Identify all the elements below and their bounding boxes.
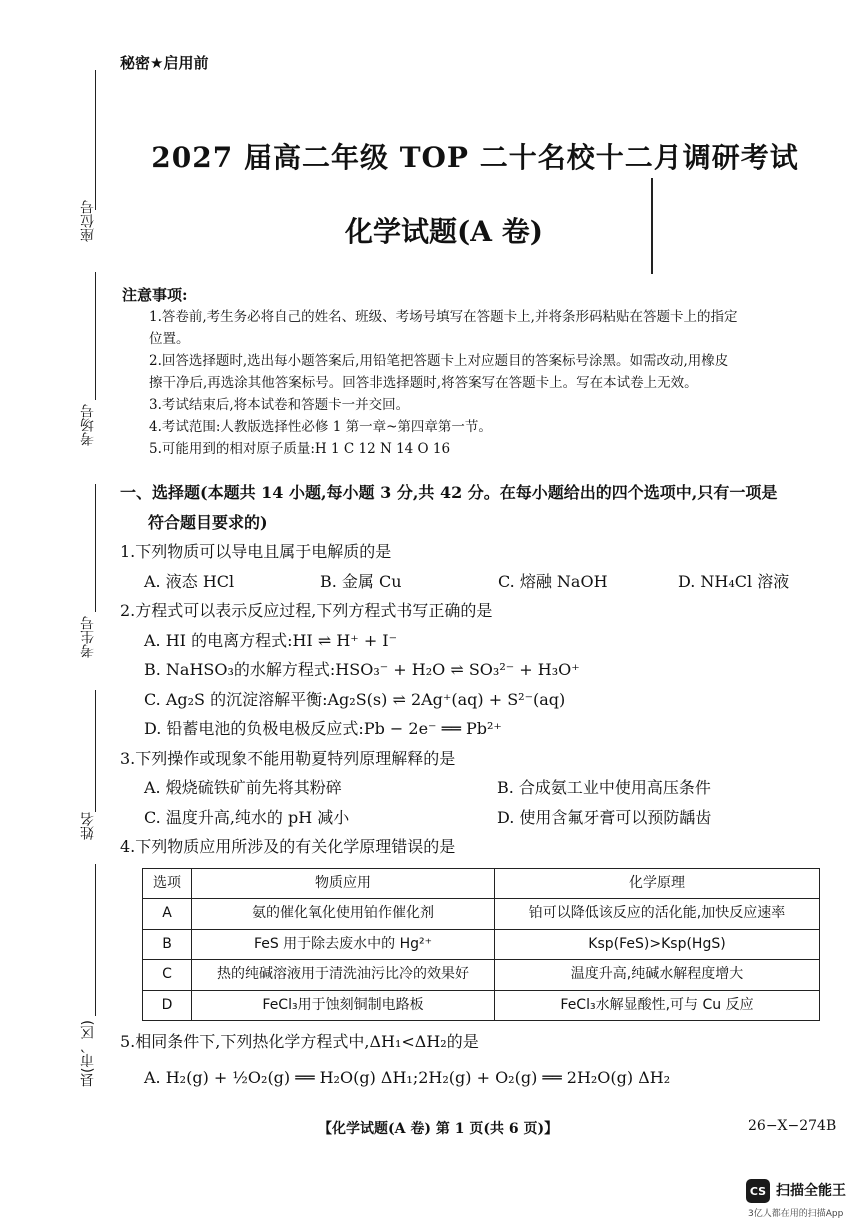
page-number: 【化学试题(A 卷) 第 1 页(共 6 页)】 <box>318 1121 559 1137</box>
exam-room-label: 考场号 <box>80 404 96 446</box>
watermark-subtext: 3亿人都在用的扫描App <box>748 1209 844 1219</box>
title-divider <box>651 178 653 274</box>
note-item: 3.考试结束后,将本试卷和答题卡一并交回。 <box>149 397 410 413</box>
binding-line-5 <box>95 864 96 1016</box>
question-4-stem: 4.下列物质应用所涉及的有关化学原理错误的是 <box>120 837 456 856</box>
question-1-options <box>120 567 850 597</box>
watermark-text: 扫描全能王 <box>776 1183 846 1199</box>
binding-line-2 <box>95 272 96 400</box>
table-cell: 温度升高,纯碱水解程度增大 <box>495 960 820 991</box>
option-a: A. H₂(g) + ½O₂(g) ══ H₂O(g) ΔH₁;2H₂(g) + O₂(g) ══ 2H₂O(g) ΔH₂ <box>144 1067 671 1087</box>
questions-area <box>120 478 850 1092</box>
section-heading-cont: 符合题目要求的) <box>148 512 268 532</box>
binding-line-1 <box>95 70 96 210</box>
option-c: C. 温度升高,纯水的 pH 减小 <box>144 807 350 827</box>
binding-line-3 <box>95 484 96 612</box>
section-heading: 一、选择题(本题共 14 小题,每小题 3 分,共 42 分。在每小题给出的四个选项中,只有一项是 <box>120 483 778 502</box>
option-c: C. 熔融 NaOH <box>498 571 608 591</box>
option-b: B. NaHSO₃的水解方程式:HSO₃⁻ + H₂O ⇌ SO₃²⁻ + H₃O⁺ <box>144 660 580 679</box>
option-a: A. HI 的电离方程式:HI ⇌ H⁺ + I⁻ <box>144 630 398 650</box>
note-item: 4.考试范围:人教版选择性必修 1 第一章~第四章第一节。 <box>149 419 492 435</box>
table-cell: 铂可以降低该反应的活化能,加快反应速率 <box>495 899 820 930</box>
option-b: B. 金属 Cu <box>320 571 402 591</box>
paper-code: 26−X−274B <box>748 1118 837 1134</box>
paper-title: 化学试题(A 卷) <box>345 215 543 248</box>
note-item: 1.答卷前,考生务必将自己的姓名、班级、考场号填写在答题卡上,并将条形码粘贴在答题卡上的指定 <box>149 309 738 325</box>
table-cell: Ksp(FeS)>Ksp(HgS) <box>495 929 820 960</box>
option-d: D. 使用含氟牙膏可以预防龋齿 <box>497 807 712 827</box>
notes-block <box>122 284 842 460</box>
exam-title: 2027 届高二年级 TOP 二十名校十二月调研考试 <box>151 141 799 174</box>
table-row <box>143 960 820 991</box>
option-d: D. 铅蓄电池的负极电极反应式:Pb − 2e⁻ ══ Pb²⁺ <box>144 719 502 738</box>
table-cell: 热的纯碱溶液用于清洗油污比冷的效果好 <box>192 960 495 991</box>
county-label: 县(市、区) <box>80 1020 96 1087</box>
seat-number-label: 座位号 <box>80 200 96 242</box>
table-cell: A <box>143 899 192 930</box>
option-b: B. 合成氨工业中使用高压条件 <box>497 778 711 797</box>
table-cell: C <box>143 960 192 991</box>
table-cell: FeS 用于除去废水中的 Hg²⁺ <box>192 929 495 960</box>
option-a: A. 煅烧硫铁矿前先将其粉碎 <box>144 778 342 797</box>
table-cell: FeCl₃水解显酸性,可与 Cu 反应 <box>495 990 820 1021</box>
question-3-options-row2 <box>120 803 850 833</box>
table-header-row <box>143 868 820 899</box>
binding-line-4 <box>95 690 96 812</box>
question-1-stem: 1.下列物质可以导电且属于电解质的是 <box>120 542 392 561</box>
question-4-table <box>142 868 820 1022</box>
question-2-stem: 2.方程式可以表示反应过程,下列方程式书写正确的是 <box>120 601 493 620</box>
note-item: 位置。 <box>149 331 190 347</box>
note-item: 5.可能用到的相对原子质量:H 1 C 12 N 14 O 16 <box>149 441 451 457</box>
candidate-number-label: 考生号 <box>80 616 96 658</box>
camscanner-logo-icon: CS <box>746 1179 770 1203</box>
notes-heading: 注意事项: <box>122 286 188 304</box>
confidential-mark: 秘密★启用前 <box>120 54 209 72</box>
option-a: A. 液态 HCl <box>144 571 235 591</box>
question-3-options-row1 <box>120 773 850 803</box>
table-header: 选项 <box>143 868 192 899</box>
question-5-stem: 5.相同条件下,下列热化学方程式中,ΔH₁<ΔH₂的是 <box>120 1032 479 1051</box>
note-item: 擦干净后,再选涂其他答案标号。回答非选择题时,将答案写在答题卡上。写在本试卷上无效。 <box>149 375 698 391</box>
name-label: 姓名 <box>80 812 96 840</box>
table-header: 物质应用 <box>192 868 495 899</box>
table-cell: 氨的催化氧化使用铂作催化剂 <box>192 899 495 930</box>
note-item: 2.回答选择题时,选出每小题答案后,用铅笔把答题卡上对应题目的答案标号涂黑。如需改动,用橡皮 <box>149 353 729 369</box>
table-row <box>143 929 820 960</box>
table-cell: FeCl₃用于蚀刻铜制电路板 <box>192 990 495 1021</box>
table-header: 化学原理 <box>495 868 820 899</box>
question-3-stem: 3.下列操作或现象不能用勒夏特列原理解释的是 <box>120 748 456 768</box>
table-cell: D <box>143 990 192 1021</box>
option-c: C. Ag₂S 的沉淀溶解平衡:Ag₂S(s) ⇌ 2Ag⁺(aq) + S²⁻(aq) <box>144 689 566 709</box>
table-cell: B <box>143 929 192 960</box>
option-d: D. NH₄Cl 溶液 <box>678 571 790 591</box>
table-row <box>143 899 820 930</box>
table-row <box>143 990 820 1021</box>
